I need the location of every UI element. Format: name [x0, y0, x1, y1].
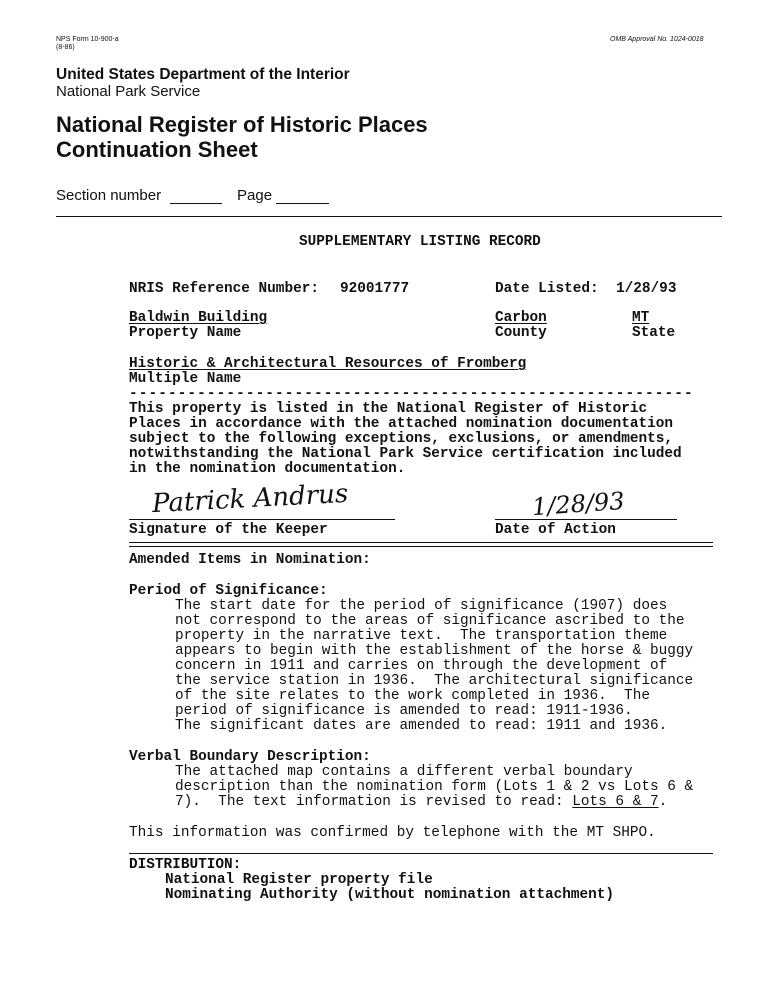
page-label: Page: [237, 187, 273, 204]
period-line-4: appears to begin with the establishment of the horse & buggy: [175, 643, 694, 659]
distribution-item: Nominating Authority (without nomination attachment): [165, 887, 615, 903]
section-number-blank: [170, 203, 222, 204]
period-line-2: not correspond to the areas of significance ascribed to the: [175, 613, 685, 629]
boundary-heading: Verbal Boundary Description:: [129, 749, 371, 765]
statement-line-1: This property is listed in the National Register of Historic: [129, 401, 648, 417]
boundary-line-3-prefix: 7). The text information is revised to read:: [175, 794, 573, 810]
form-number: NPS Form 10-900-a: [56, 36, 119, 43]
boundary-line-1: The attached map contains a different verbal boundary: [175, 764, 633, 780]
distribution-divider: [129, 853, 713, 854]
county-label: County: [495, 325, 547, 341]
distribution-heading: DISTRIBUTION:: [129, 857, 242, 873]
state-label: State: [632, 325, 676, 341]
period-line-8: period of significance is amended to read: 1911-1936.: [175, 703, 633, 719]
statement-line-4: notwithstanding the National Park Service certification included: [129, 446, 682, 462]
amended-heading: Amended Items in Nomination:: [129, 552, 371, 568]
boundary-line-3-suffix: .: [658, 794, 668, 810]
boundary-line-2: description than the nomination form (Lots 1 & 2 vs Lots 6 &: [175, 779, 694, 795]
action-date-handwritten: 1/28/93: [531, 486, 626, 522]
page-title: National Register of Historic Places: [56, 112, 428, 137]
department-name: United States Department of the Interior: [56, 66, 350, 83]
period-line-7: of the site relates to the work completed in 1936. The: [175, 688, 650, 704]
multiple-name-label: Multiple Name: [129, 371, 242, 387]
confirmation-note: This information was confirmed by telephone with the MT SHPO.: [129, 825, 656, 841]
signature-label: Signature of the Keeper: [129, 522, 328, 538]
period-line-1: The start date for the period of significance (1907) does: [175, 598, 668, 614]
page-blank: [276, 203, 329, 204]
period-line-5: concern in 1911 and carries on through the development of: [175, 658, 668, 674]
period-heading: Period of Significance:: [129, 583, 328, 599]
statement-line-5: in the nomination documentation.: [129, 461, 406, 477]
double-divider: [129, 542, 713, 547]
form-date: (8-86): [56, 44, 75, 51]
state-value: MT: [632, 310, 650, 326]
revised-lots: Lots 6 & 7: [572, 794, 659, 810]
service-name: National Park Service: [56, 83, 201, 100]
signature-line: [129, 519, 395, 520]
boundary-line-3: [175, 795, 667, 810]
period-line-6: the service station in 1936. The architectural significance: [175, 673, 694, 689]
statement-line-2: Places in accordance with the attached nomination documentation: [129, 416, 674, 432]
date-listed-label: Date Listed:: [495, 281, 599, 297]
statement-line-3: subject to the following exceptions, exclusions, or amendments,: [129, 431, 674, 447]
page-subtitle: Continuation Sheet: [56, 137, 258, 162]
keeper-signature: Patrick Andrus: [151, 478, 349, 520]
nris-label: NRIS Reference Number:: [129, 281, 319, 297]
nris-value: 92001777: [340, 281, 410, 297]
period-line-3: property in the narrative text. The transportation theme: [175, 628, 668, 644]
multiple-name: Historic & Architectural Resources of Fromberg: [129, 356, 527, 372]
section-number-label: Section number: [56, 187, 162, 204]
omb-approval: OMB Approval No. 1024-0018: [610, 36, 704, 43]
property-name: Baldwin Building: [129, 310, 268, 326]
property-name-label: Property Name: [129, 325, 242, 341]
record-heading: SUPPLEMENTARY LISTING RECORD: [299, 234, 541, 250]
distribution-item: National Register property file: [165, 872, 433, 888]
header-divider: [56, 216, 722, 217]
dash-divider: ----------------------------------------------------------: [129, 386, 694, 402]
action-date-line: [495, 519, 677, 520]
action-date-label: Date of Action: [495, 522, 616, 538]
period-line-9: The significant dates are amended to read: 1911 and 1936.: [175, 718, 668, 734]
date-listed-value: 1/28/93: [616, 281, 677, 297]
county-value: Carbon: [495, 310, 547, 326]
